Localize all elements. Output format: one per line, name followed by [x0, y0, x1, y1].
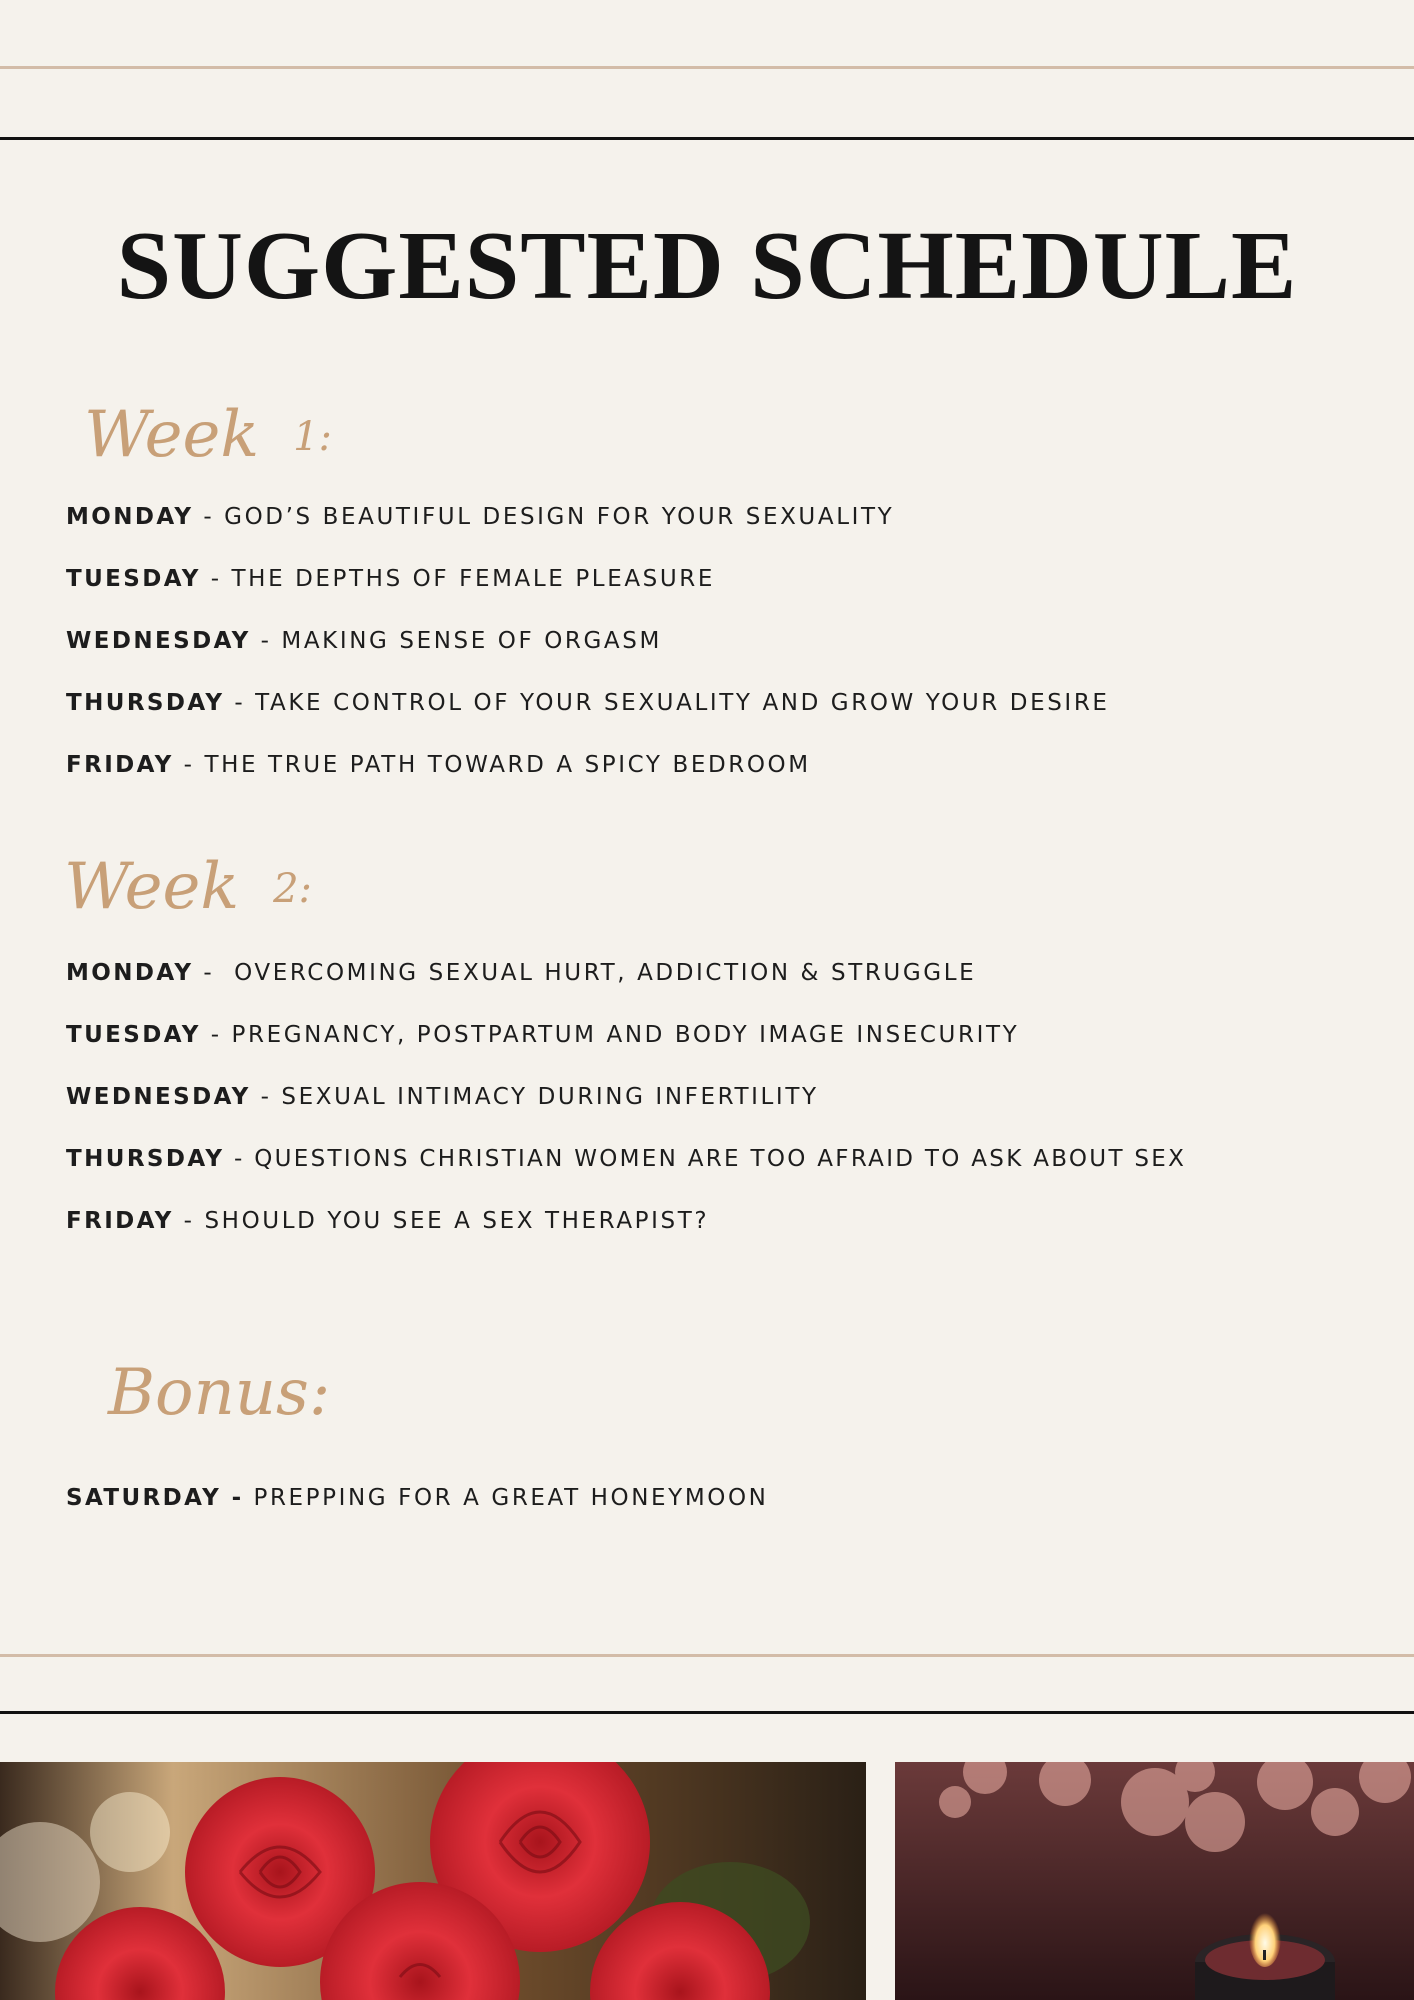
- topic-text: PREGNANCY, POSTPARTUM AND BODY IMAGE INSECURITY: [231, 1022, 1020, 1048]
- day-label: WEDNESDAY: [66, 628, 251, 654]
- week1-heading-text: Week: [84, 398, 260, 472]
- topic-text: THE DEPTHS OF FEMALE PLEASURE: [231, 566, 716, 592]
- week2-item-thursday: THURSDAY - QUESTIONS CHRISTIAN WOMEN ARE TOO AFRAID TO ASK ABOUT SEX: [66, 1146, 1187, 1172]
- top-tan-rule: [0, 66, 1414, 69]
- bonus-item-saturday: [66, 1483, 768, 1513]
- week2-item-wednesday: WEDNESDAY - SEXUAL INTIMACY DURING INFERTILITY: [66, 1084, 819, 1110]
- roses-photo: [0, 1762, 866, 2000]
- topic-text: SHOULD YOU SEE A SEX THERAPIST?: [204, 1208, 710, 1234]
- day-label: MONDAY: [66, 504, 194, 530]
- week2-item-friday: FRIDAY - SHOULD YOU SEE A SEX THERAPIST?: [66, 1208, 710, 1234]
- day-label: THURSDAY: [66, 690, 225, 716]
- topic-text: OVERCOMING SEXUAL HURT, ADDICTION & STRUGGLE: [234, 960, 977, 986]
- week2-item-tuesday: TUESDAY - PREGNANCY, POSTPARTUM AND BODY IMAGE INSECURITY: [66, 1022, 1020, 1048]
- bottom-tan-rule: [0, 1654, 1414, 1657]
- week1-item-wednesday: WEDNESDAY - MAKING SENSE OF ORGASM: [66, 628, 662, 654]
- week1-heading: [84, 400, 332, 472]
- week1-number: 1:: [293, 414, 333, 460]
- day-label: TUESDAY: [66, 1022, 201, 1048]
- bonus-heading: Bonus:: [108, 1356, 331, 1430]
- candle-photo: [895, 1762, 1414, 2000]
- week2-heading-text: Week: [64, 850, 240, 924]
- topic-text: MAKING SENSE OF ORGASM: [281, 628, 662, 654]
- day-label: SATURDAY -: [66, 1485, 244, 1511]
- day-label: FRIDAY: [66, 1208, 174, 1234]
- week2-item-monday: MONDAY - OVERCOMING SEXUAL HURT, ADDICTION & STRUGGLE: [66, 960, 977, 986]
- topic-text: PREPPING FOR A GREAT HONEYMOON: [253, 1485, 769, 1511]
- week1-item-thursday: THURSDAY - TAKE CONTROL OF YOUR SEXUALITY AND GROW YOUR DESIRE: [66, 690, 1110, 716]
- page-title: SUGGESTED SCHEDULE: [116, 212, 1298, 320]
- top-black-rule: [0, 137, 1414, 140]
- bottom-black-rule: [0, 1711, 1414, 1714]
- week1-item-friday: FRIDAY - THE TRUE PATH TOWARD A SPICY BEDROOM: [66, 752, 811, 778]
- topic-text: THE TRUE PATH TOWARD A SPICY BEDROOM: [204, 752, 811, 778]
- week1-item-tuesday: TUESDAY - THE DEPTHS OF FEMALE PLEASURE: [66, 566, 716, 592]
- day-label: THURSDAY: [66, 1146, 225, 1172]
- week2-heading: [64, 852, 312, 924]
- topic-text: SEXUAL INTIMACY DURING INFERTILITY: [281, 1084, 819, 1110]
- day-label: MONDAY: [66, 960, 194, 986]
- week1-item-monday: MONDAY - GOD’S BEAUTIFUL DESIGN FOR YOUR SEXUALITY: [66, 504, 895, 530]
- topic-text: GOD’S BEAUTIFUL DESIGN FOR YOUR SEXUALITY: [224, 504, 895, 530]
- day-label: WEDNESDAY: [66, 1084, 251, 1110]
- topic-text: TAKE CONTROL OF YOUR SEXUALITY AND GROW YOUR DESIRE: [255, 690, 1110, 716]
- week2-number: 2:: [273, 866, 313, 912]
- day-label: FRIDAY: [66, 752, 174, 778]
- topic-text: QUESTIONS CHRISTIAN WOMEN ARE TOO AFRAID TO ASK ABOUT SEX: [254, 1146, 1187, 1172]
- day-label: TUESDAY: [66, 566, 201, 592]
